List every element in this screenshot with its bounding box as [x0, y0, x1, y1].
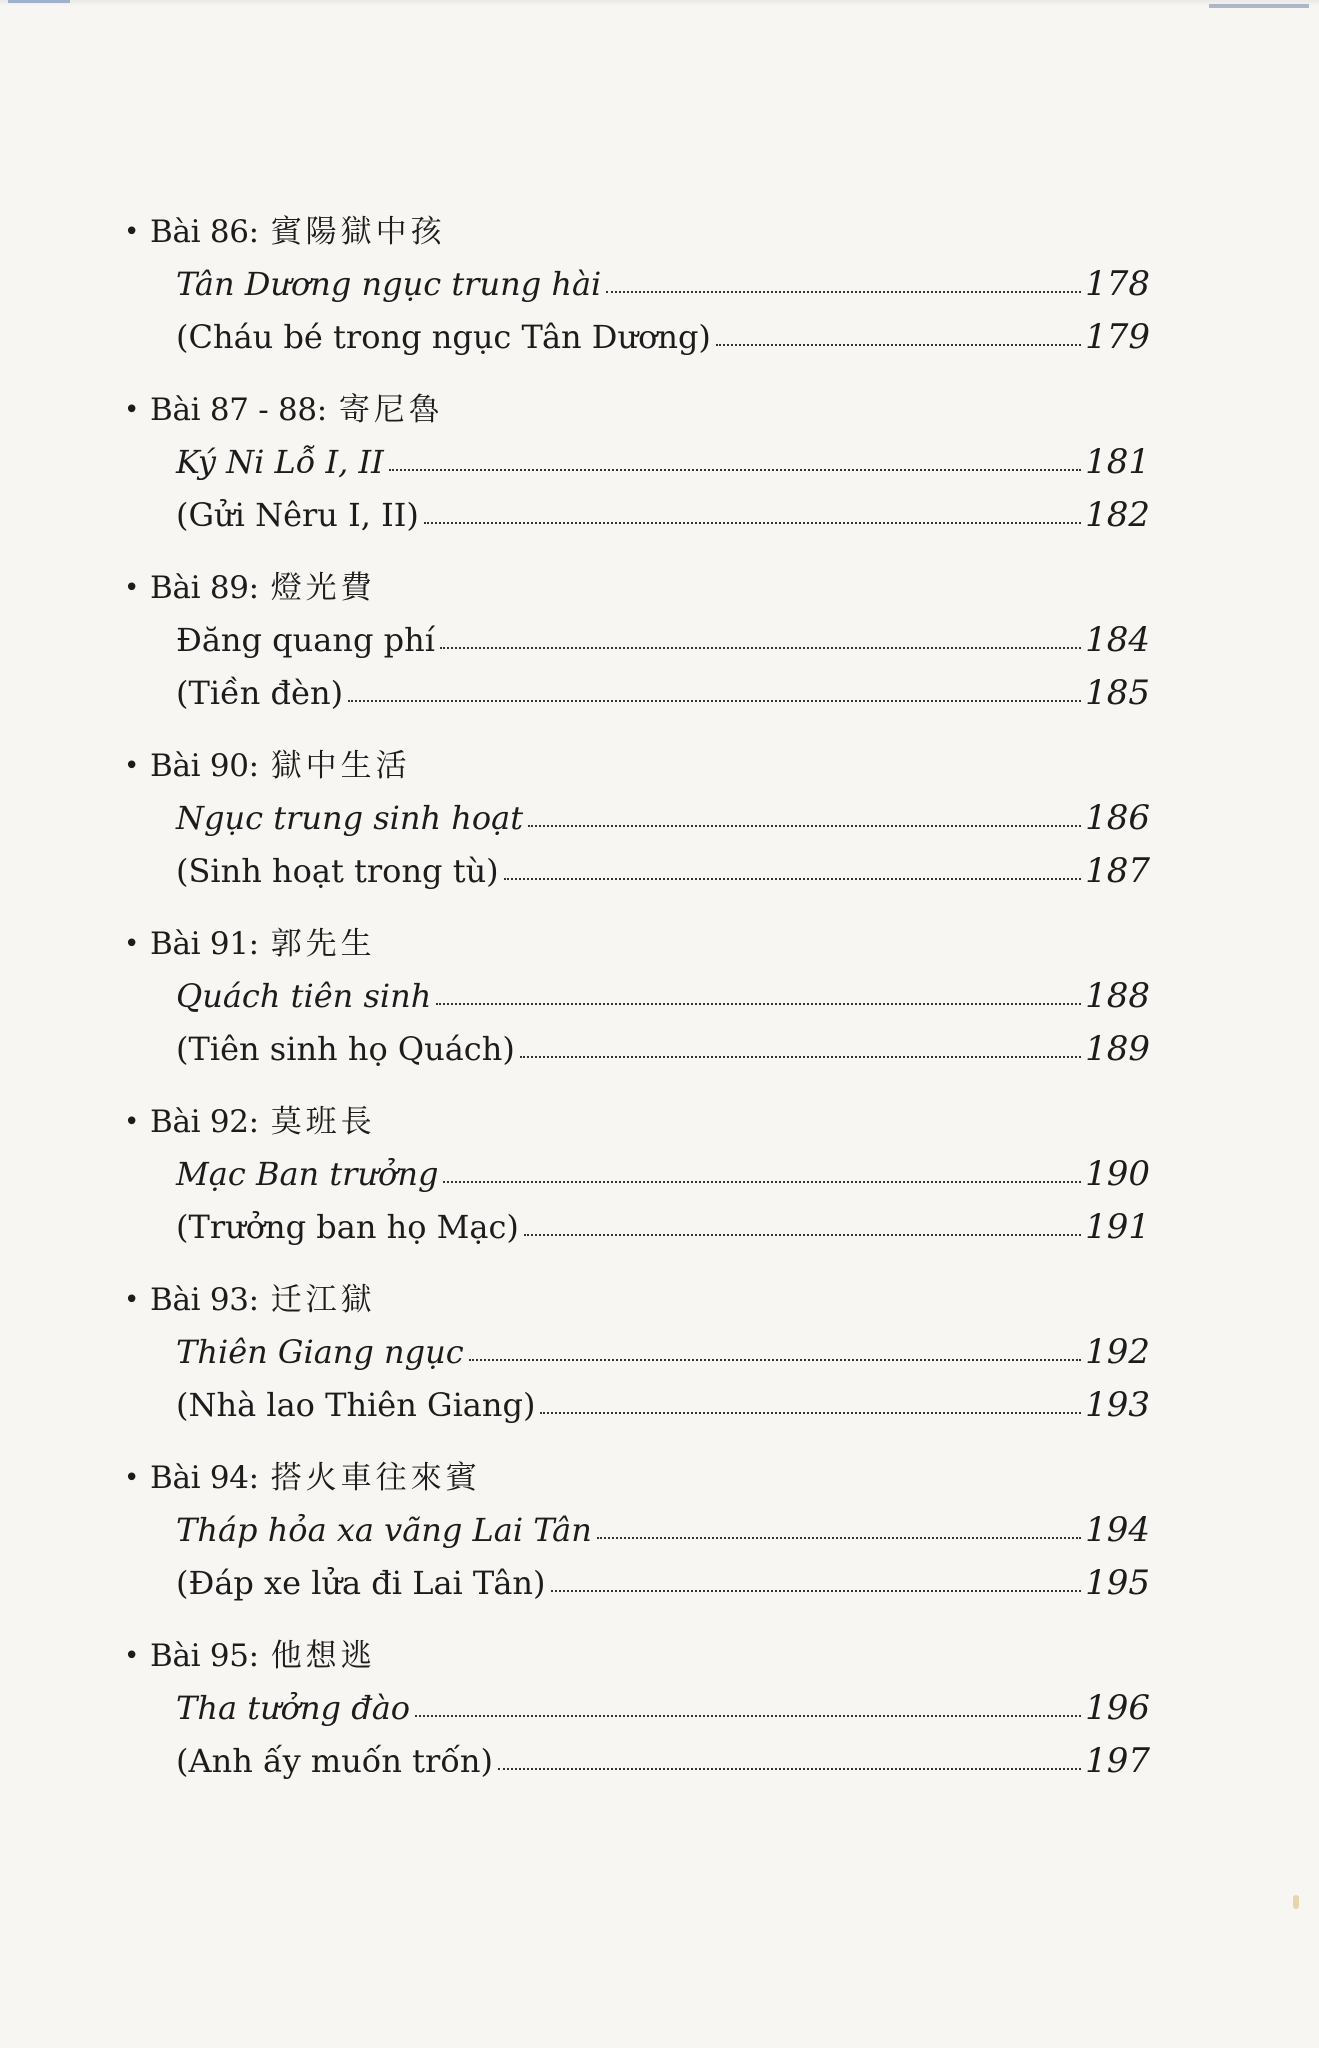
bullet-icon: •	[124, 1641, 140, 1671]
dot-leader	[716, 344, 1081, 346]
toc-line-translation[interactable]	[176, 667, 1150, 720]
entry-number: Bài 94:	[150, 1460, 259, 1496]
entry-number: Bài 95:	[150, 1638, 259, 1674]
toc-line-transliteration[interactable]	[176, 1326, 1150, 1379]
toc-entry-86	[124, 206, 1150, 384]
page-number: 196	[1085, 1688, 1150, 1728]
toc-line-translation[interactable]	[176, 489, 1150, 542]
translation-text: (Tiên sinh họ Quách)	[176, 1030, 515, 1068]
han-title: 賓陽獄中孩	[270, 214, 446, 250]
entry-number: Bài 91:	[150, 926, 259, 962]
page-number: 185	[1085, 673, 1150, 713]
translation-text: (Gửi Nêru I, II)	[176, 496, 419, 534]
scan-mark-left	[8, 0, 70, 13]
dot-leader	[606, 291, 1081, 293]
translation-text: (Đáp xe lửa đi Lai Tân)	[176, 1564, 546, 1602]
toc-entry-93	[124, 1274, 1150, 1452]
han-title: 寄尼魯	[338, 392, 444, 428]
translation-text: (Tiền đèn)	[176, 674, 344, 712]
translation-text: (Sinh hoạt trong tù)	[176, 852, 499, 890]
toc-line-translation[interactable]	[176, 1201, 1150, 1254]
toc-line-translation[interactable]	[176, 1735, 1150, 1788]
dot-leader	[440, 647, 1081, 649]
transliteration-text: Quách tiên sinh	[176, 977, 432, 1015]
toc-line-translation[interactable]	[176, 1557, 1150, 1610]
page-number: 195	[1085, 1563, 1150, 1603]
bullet-icon: •	[124, 929, 140, 959]
dot-leader	[443, 1181, 1081, 1183]
dot-leader	[540, 1412, 1081, 1414]
toc-entry-94	[124, 1452, 1150, 1630]
toc-line-transliteration[interactable]	[176, 970, 1150, 1023]
entry-heading	[124, 1452, 1150, 1504]
dot-leader	[348, 700, 1081, 702]
translation-text: (Nhà lao Thiên Giang)	[176, 1386, 536, 1424]
page-number: 190	[1085, 1154, 1150, 1194]
scan-mark-right	[1209, 4, 1309, 8]
dot-leader	[424, 522, 1081, 524]
dot-leader	[528, 825, 1081, 827]
dot-leader	[504, 878, 1081, 880]
toc-entry-87-88	[124, 384, 1150, 562]
translation-text: (Anh ấy muốn trốn)	[176, 1742, 493, 1780]
bullet-icon: •	[124, 751, 140, 781]
transliteration-text: Tha tưởng đào	[176, 1689, 411, 1727]
transliteration-text: Tháp hỏa xa vãng Lai Tân	[176, 1511, 592, 1549]
entry-number: Bài 90:	[150, 748, 259, 784]
han-title: 迁江獄	[270, 1282, 376, 1318]
translation-text: (Cháu bé trong ngục Tân Dương)	[176, 318, 711, 356]
scan-edge	[0, 0, 1319, 6]
dot-leader	[524, 1234, 1081, 1236]
transliteration-text: Đăng quang phí	[176, 621, 435, 659]
toc-line-translation[interactable]	[176, 311, 1150, 364]
page-number: 191	[1085, 1207, 1150, 1247]
han-title: 他想逃	[270, 1638, 376, 1674]
page-number: 189	[1085, 1029, 1150, 1069]
toc-entry-95	[124, 1630, 1150, 1808]
page-number: 182	[1085, 495, 1150, 535]
page-number: 184	[1085, 620, 1150, 660]
toc-line-transliteration[interactable]	[176, 614, 1150, 667]
entry-number: Bài 93:	[150, 1282, 259, 1318]
toc-line-transliteration[interactable]	[176, 1148, 1150, 1201]
han-title: 燈光費	[270, 570, 376, 606]
scan-speck	[1293, 1895, 1299, 1909]
toc-line-translation[interactable]	[176, 1023, 1150, 1076]
bullet-icon: •	[124, 217, 140, 247]
page-number: 194	[1085, 1510, 1150, 1550]
entry-heading	[124, 1274, 1150, 1326]
toc-line-transliteration[interactable]	[176, 258, 1150, 311]
toc-line-translation[interactable]	[176, 1379, 1150, 1432]
page-number: 193	[1085, 1385, 1150, 1425]
han-title: 搭火車往來賓	[270, 1460, 481, 1496]
translation-text: (Trưởng ban họ Mạc)	[176, 1208, 519, 1246]
entry-heading	[124, 1096, 1150, 1148]
page-number: 181	[1085, 442, 1150, 482]
page-number: 192	[1085, 1332, 1150, 1372]
entry-number: Bài 92:	[150, 1104, 259, 1140]
entry-number: Bài 89:	[150, 570, 259, 606]
transliteration-text: Mạc Ban trưởng	[176, 1155, 439, 1193]
entry-heading	[124, 918, 1150, 970]
dot-leader	[498, 1768, 1081, 1770]
table-of-contents	[124, 206, 1150, 1808]
dot-leader	[389, 469, 1081, 471]
page-number: 187	[1085, 851, 1150, 891]
han-title: 郭先生	[270, 926, 376, 962]
toc-entry-92	[124, 1096, 1150, 1274]
dot-leader	[551, 1590, 1082, 1592]
dot-leader	[469, 1359, 1081, 1361]
han-title: 獄中生活	[270, 748, 411, 784]
entry-heading	[124, 384, 1150, 436]
page-number: 179	[1085, 317, 1150, 357]
dot-leader	[436, 1003, 1081, 1005]
bullet-icon: •	[124, 573, 140, 603]
entry-heading	[124, 562, 1150, 614]
page-number: 197	[1085, 1741, 1150, 1781]
toc-entry-90	[124, 740, 1150, 918]
bullet-icon: •	[124, 1107, 140, 1137]
page-number: 188	[1085, 976, 1150, 1016]
dot-leader	[520, 1056, 1081, 1058]
transliteration-text: Tân Dương ngục trung hài	[176, 265, 602, 303]
transliteration-text: Ký Ni Lỗ I, II	[176, 443, 384, 481]
transliteration-text: Thiên Giang ngục	[176, 1333, 464, 1371]
entry-heading	[124, 206, 1150, 258]
toc-line-translation[interactable]	[176, 845, 1150, 898]
page-number: 178	[1085, 264, 1150, 304]
entry-heading	[124, 740, 1150, 792]
bullet-icon: •	[124, 1463, 140, 1493]
dot-leader	[415, 1715, 1081, 1717]
transliteration-text: Ngục trung sinh hoạt	[176, 799, 524, 837]
bullet-icon: •	[124, 1285, 140, 1315]
toc-line-transliteration[interactable]	[176, 1682, 1150, 1735]
entry-number: Bài 86:	[150, 214, 259, 250]
toc-entry-89	[124, 562, 1150, 740]
dot-leader	[597, 1537, 1081, 1539]
toc-entry-91	[124, 918, 1150, 1096]
entry-heading	[124, 1630, 1150, 1682]
toc-line-transliteration[interactable]	[176, 792, 1150, 845]
page-number: 186	[1085, 798, 1150, 838]
entry-number: Bài 87 - 88:	[150, 392, 327, 428]
han-title: 莫班長	[270, 1104, 376, 1140]
bullet-icon: •	[124, 395, 140, 425]
toc-line-transliteration[interactable]	[176, 436, 1150, 489]
toc-line-transliteration[interactable]	[176, 1504, 1150, 1557]
